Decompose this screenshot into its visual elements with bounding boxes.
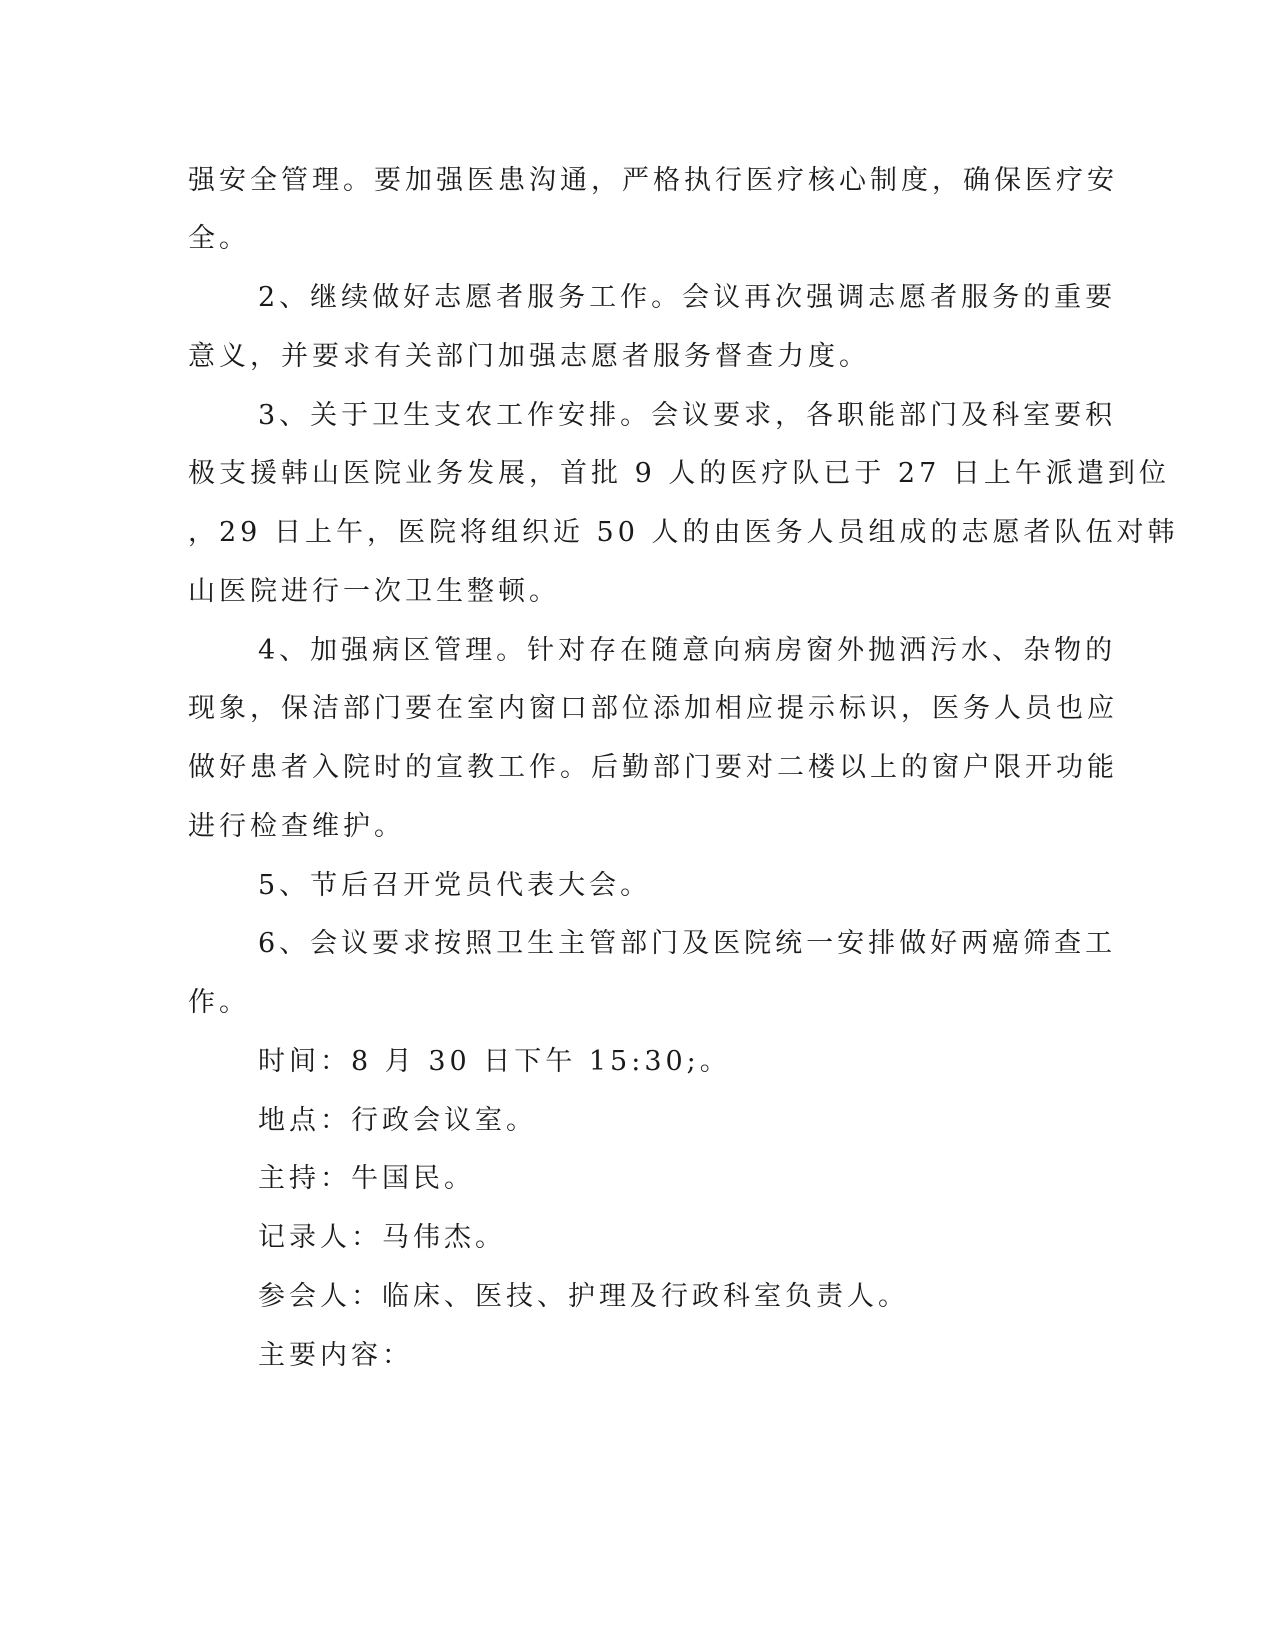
text-line: 做好患者入院时的宣教工作。后勤部门要对二楼以上的窗户限开功能: [188, 752, 1118, 783]
text-line: 4、加强病区管理。针对存在随意向病房窗外抛洒污水、杂物的: [258, 635, 1117, 666]
text-line: ，29 日上午，医院将组织近 50 人的由医务人员组成的志愿者队伍对韩: [188, 517, 1179, 548]
text-line: 参会人：临床、医技、护理及行政科室负责人。: [258, 1281, 909, 1312]
text-line: 作。: [188, 987, 250, 1018]
text-line: 山医院进行一次卫生整顿。: [188, 576, 560, 607]
text-line: 极支援韩山医院业务发展，首批 9 人的医疗队已于 27 日上午派遣到位: [188, 458, 1170, 489]
text-line: 主要内容：: [258, 1340, 413, 1371]
text-line: 地点：行政会议室。: [258, 1105, 537, 1136]
text-line: 意义，并要求有关部门加强志愿者服务督查力度。: [188, 341, 870, 372]
text-line: 主持：牛国民。: [258, 1163, 475, 1194]
text-line: 进行检查维护。: [188, 811, 405, 842]
text-line: 记录人：马伟杰。: [258, 1222, 506, 1253]
text-line: 现象，保洁部门要在室内窗口部位添加相应提示标识，医务人员也应: [188, 693, 1118, 724]
text-line: 6、会议要求按照卫生主管部门及医院统一安排做好两癌筛查工: [258, 928, 1117, 959]
text-line: 全。: [188, 223, 250, 254]
text-line: 强安全管理。要加强医患沟通，严格执行医疗核心制度，确保医疗安: [188, 165, 1118, 196]
text-line: 3、关于卫生支农工作安排。会议要求，各职能部门及科室要积: [258, 400, 1117, 431]
text-line: 2、继续做好志愿者服务工作。会议再次强调志愿者服务的重要: [258, 282, 1117, 313]
text-line: 5、节后召开党员代表大会。: [258, 870, 652, 901]
text-line: 时间：8 月 30 日下午 15:30;。: [258, 1046, 731, 1077]
